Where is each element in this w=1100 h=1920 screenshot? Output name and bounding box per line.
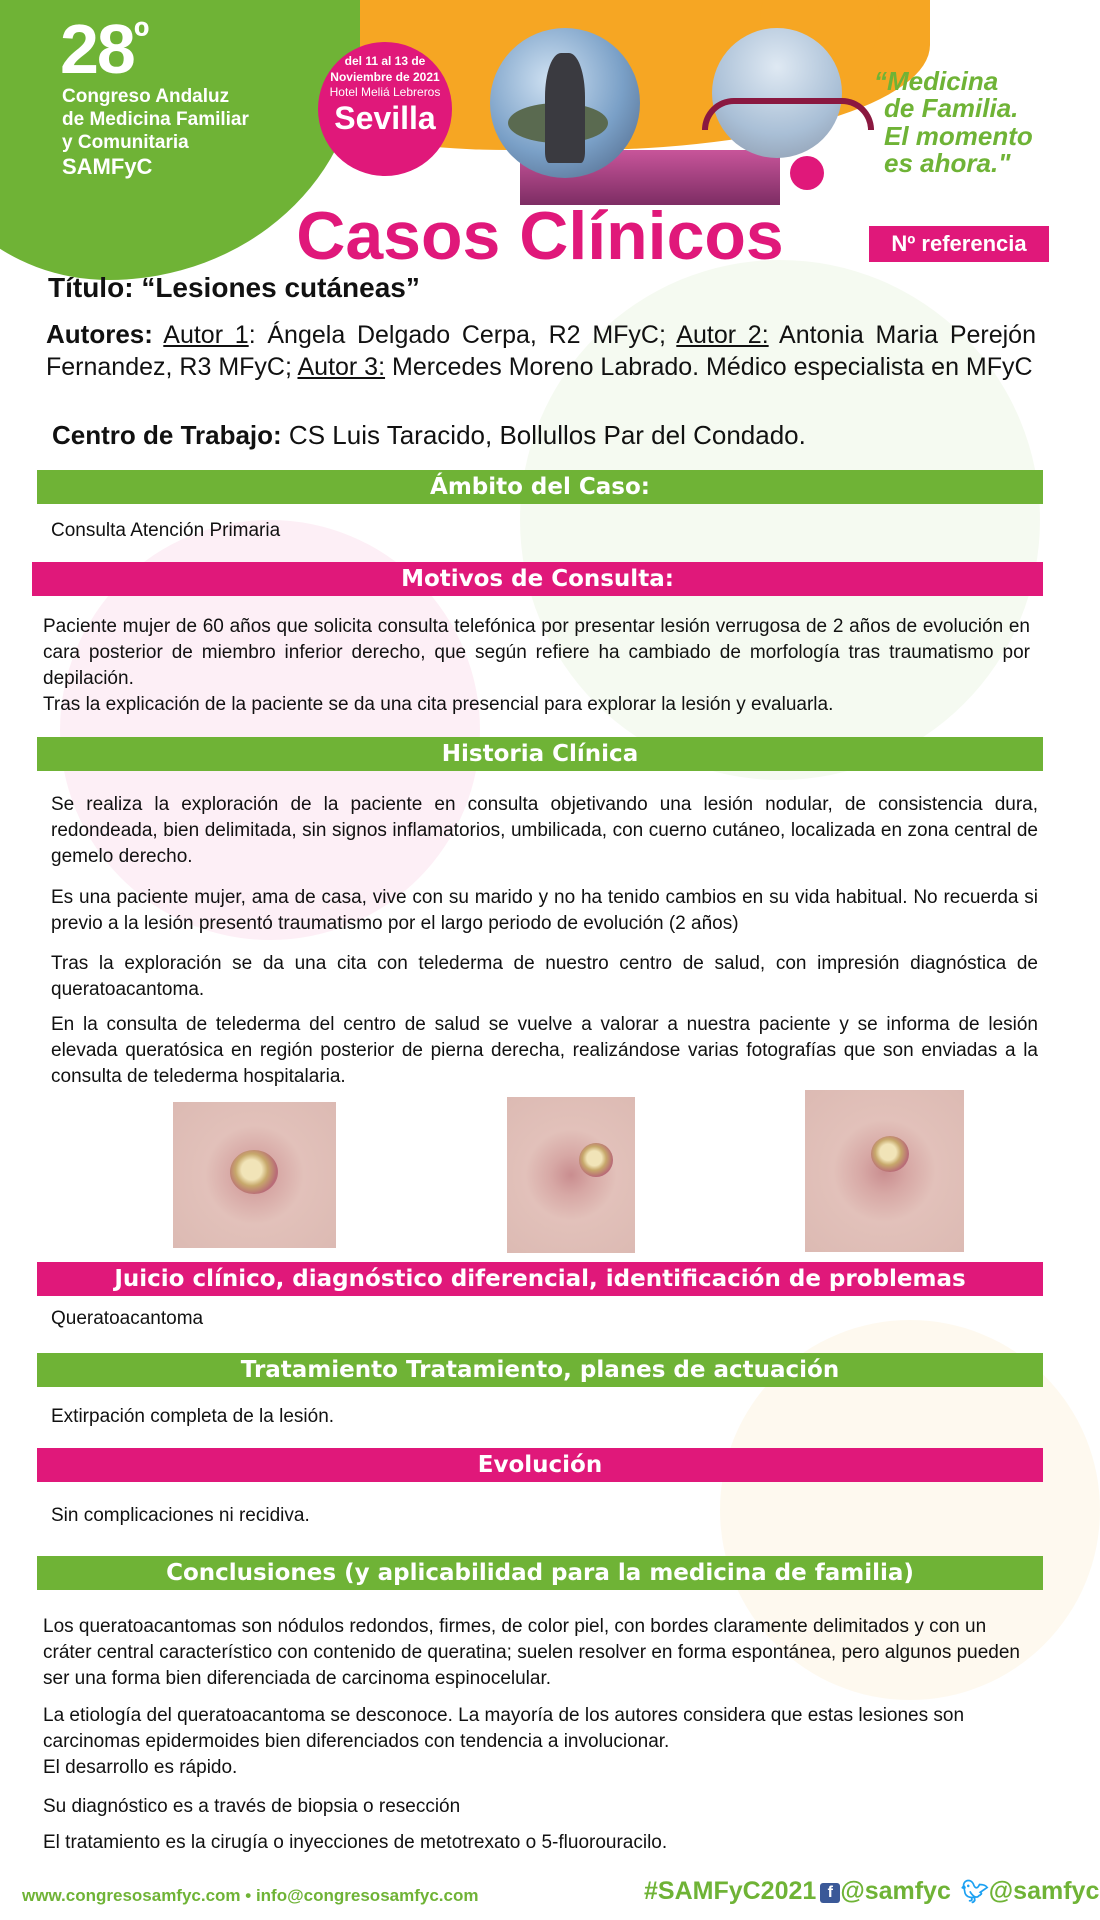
- bridge-photo: [712, 28, 842, 158]
- historia-p1: Se realiza la exploración de la paciente en consulta objetivando una lesión nodular, de consistencia dura, redondeada, bien delimitada, sin signos inflamatorios, umbilicada, con cuerno cutáneo, localizada en zona central de gemelo derecho.: [51, 794, 1038, 867]
- evolucion-text: Sin complicaciones ni recidiva.: [51, 1505, 310, 1526]
- facebook-icon[interactable]: f: [820, 1883, 840, 1903]
- congress-edition: $28^º$: [60, 10, 148, 88]
- historia-p3: Tras la exploración se da una cita con telederma de nuestro centro de salud, con impresión diagnóstica de queratoacantoma.: [51, 953, 1038, 1000]
- twitter-icon[interactable]: 🐦︎: [960, 1879, 989, 1904]
- authors: Autores: Autor 1: Ángela Delgado Cerpa, R2 MFyC; Autor 2: Antonia Maria Perejón Fernandez, R3 MFyC; Autor 3: Mercedes Moreno Labrado. Médico especialista en MFyC: [46, 319, 1036, 381]
- twitter-handle[interactable]: @samfyc: [988, 1877, 1100, 1905]
- section-heading-ambito: Ámbito del Caso:: [37, 470, 1043, 504]
- juicio-text: Queratoacantoma: [51, 1308, 204, 1329]
- lesion-photo-3: [805, 1090, 964, 1252]
- header-pink-dot: [790, 156, 824, 190]
- footer-social: [644, 1877, 1099, 1906]
- section-heading-conclusiones: Conclusiones (y aplicabilidad para la medicina de familia): [37, 1556, 1043, 1590]
- section-heading-historia: Historia Clínica: [37, 737, 1043, 771]
- slogan: “Medicina de Familia. El momento es ahora.": [874, 66, 1033, 178]
- tratamiento-text: Extirpación completa de la lesión.: [51, 1406, 335, 1427]
- facebook-handle[interactable]: @samfyc: [840, 1877, 951, 1905]
- lesion-photo-1: [173, 1102, 336, 1248]
- work-center: Centro de Trabajo: CS Luis Taracido, Bollullos Par del Condado.: [52, 420, 806, 450]
- historia-p2: Es una paciente mujer, ama de casa, vive con su marido y no ha tenido cambios en su vida habitual. No recuerda si previo a la lesión presentó traumatismo por el largo periodo de evolución (2 años): [51, 887, 1038, 934]
- footer-contact[interactable]: www.congresosamfyc.com • info@congresosamfyc.com: [22, 1886, 479, 1905]
- conclusiones-p1: Los queratoacantomas son nódulos redondos, firmes, de color piel, con bordes claramente delimitados y con un cráter central característico con contenido de queratina; suelen resolver en forma espontánea, pero algunos pueden ser una forma bien diferenciada de carcinoma espinocelular.: [43, 1616, 1020, 1689]
- historia-p4: En la consulta de telederma del centro de salud se vuelve a valorar a nuestra paciente y se informa de lesión elevada queratósica en región posterior de pierna derecha, realizándose varias fotografías que son enviadas a la consulta de telederma hospitalaria.: [51, 1014, 1038, 1087]
- conclusiones-p3: Su diagnóstico es a través de biopsia o resección: [43, 1796, 461, 1817]
- page-title: Casos Clínicos: [296, 198, 784, 274]
- conclusiones-p4: El tratamiento es la cirugía o inyecciones de metotrexato o 5-fluorouracilo.: [43, 1832, 668, 1853]
- conclusiones-p2: La etiología del queratoacantoma se desconoce. La mayoría de los autores considera que estas lesiones son carcinomas epidermoides bien diferenciados con tendencia a involucionar. El desarrollo es rápido.: [43, 1705, 965, 1778]
- statue-photo: [490, 28, 640, 178]
- section-heading-motivos: Motivos de Consulta:: [32, 562, 1043, 596]
- case-title: Título: “Lesiones cutáneas”: [48, 272, 420, 303]
- section-heading-tratamiento: Tratamiento Tratamiento, planes de actuación: [37, 1353, 1043, 1387]
- reference-badge: Nº referencia: [869, 226, 1049, 262]
- ambito-text: Consulta Atención Primaria: [51, 520, 281, 541]
- hashtag: #SAMFyC2021: [644, 1877, 817, 1905]
- congress-name: Congreso Andaluz de Medicina Familiar y Comunitaria SAMFyC: [62, 86, 249, 180]
- date-badge: del 11 al 13 de Noviembre de 2021 Hotel Meliá Lebreros Sevilla: [318, 42, 452, 176]
- lesion-photo-2: [507, 1097, 635, 1253]
- section-heading-evolucion: Evolución: [37, 1448, 1043, 1482]
- section-heading-juicio: Juicio clínico, diagnóstico diferencial, identificación de problemas: [37, 1262, 1043, 1296]
- motivos-text: Paciente mujer de 60 años que solicita consulta telefónica por presentar lesión verrugosa de 2 años de evolución en cara posterior de miembro inferior derecho, que según refiere ha cambiado de morfología tras traumatismo por depilación. Tras la explicación de la paciente se da una cita presencial para explorar la lesión y evaluarla.: [43, 616, 1030, 715]
